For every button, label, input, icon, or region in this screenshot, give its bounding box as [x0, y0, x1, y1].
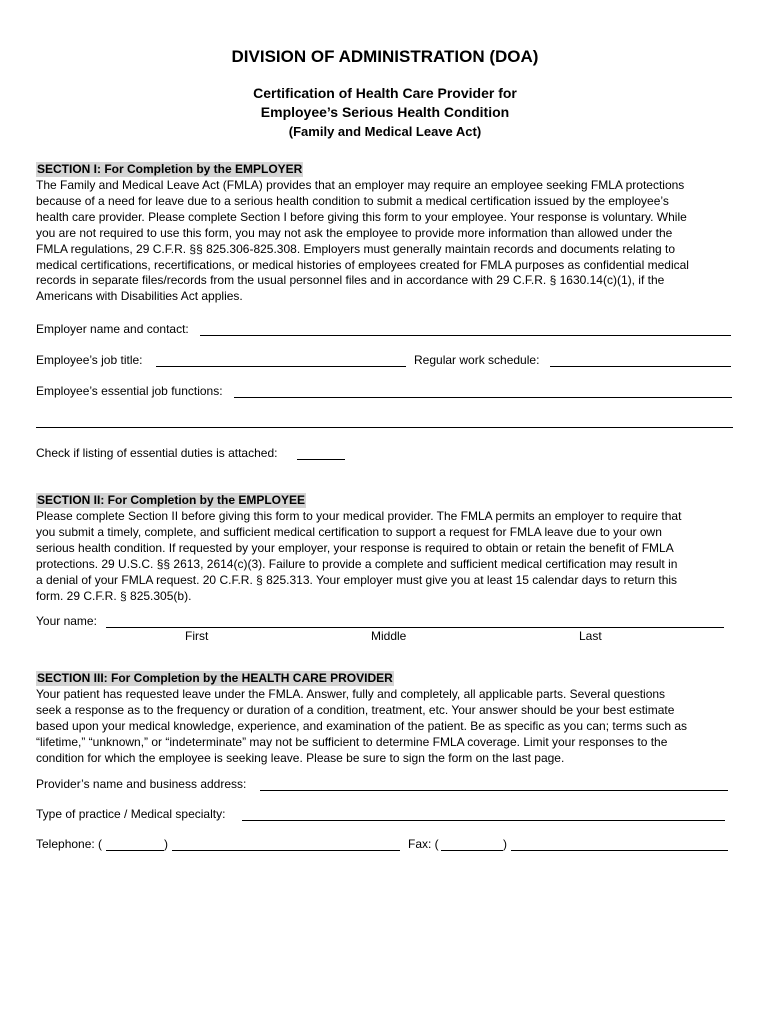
paragraph-line: condition for which the employee is seeking leave. Please be sure to sign the form on the last page. [36, 750, 565, 765]
work-schedule-label: Regular work schedule: [414, 353, 540, 367]
fax-number-field[interactable] [511, 836, 728, 851]
paragraph-line: medical certifications, recertifications, or medical histories of employees created for FMLA purposes as confidential medical [36, 257, 689, 272]
fax-area-code-field[interactable] [441, 836, 503, 851]
paragraph-line: you are not required to use this form, you may not ask the employee to provide more information than allowed under the [36, 225, 673, 240]
subtitle-line-3: (Family and Medical Leave Act) [288, 124, 482, 139]
telephone-number-field[interactable] [172, 836, 400, 851]
paragraph-line: Americans with Disabilities Act applies. [36, 289, 243, 304]
fax-close-paren: ) [503, 837, 507, 851]
practice-specialty-label: Type of practice / Medical specialty: [36, 807, 226, 821]
subtitle-line-1: Certification of Health Care Provider for [253, 85, 517, 101]
middle-name-caption: Middle [371, 629, 407, 643]
paragraph-line: form. 29 C.F.R. § 825.305(b). [36, 588, 192, 603]
section-2-paragraph [36, 509, 736, 604]
your-name-field[interactable] [106, 613, 724, 628]
paragraph-line: Your patient has requested leave under the FMLA. Answer, fully and completely, all applicable parts. Several questions [36, 687, 666, 701]
essential-functions-field[interactable] [234, 383, 732, 398]
first-name-caption: First [185, 629, 209, 643]
section-3-heading: SECTION III: For Completion by the HEALTH CARE PROVIDER [37, 671, 393, 685]
employer-name-label: Employer name and contact: [36, 322, 189, 336]
last-name-caption: Last [579, 629, 602, 643]
work-schedule-field[interactable] [550, 352, 731, 367]
paragraph-line: protections. 29 U.S.C. §§ 2613, 2614(c)(3). Failure to provide a complete and sufficient medical certification may result in [36, 556, 678, 571]
practice-specialty-field[interactable] [242, 806, 725, 821]
paragraph-line: health care provider. Please complete Section I before giving this form to your employee. Your response is voluntary. While [36, 209, 687, 224]
essential-functions-label: Employee’s essential job functions: [36, 384, 223, 398]
section-1-heading: SECTION I: For Completion by the EMPLOYER [37, 162, 303, 176]
subtitle-line-2: Employee’s Serious Health Condition [260, 104, 510, 120]
provider-address-field[interactable] [260, 776, 728, 791]
paragraph-line: because of a need for leave due to a serious health condition to submit a medical certification issued by the employee’s [36, 193, 669, 208]
job-title-field[interactable] [156, 352, 406, 367]
job-title-label: Employee’s job title: [36, 353, 143, 367]
section-2-heading: SECTION II: For Completion by the EMPLOYEE [37, 493, 306, 507]
section-1-paragraph [36, 178, 736, 305]
paragraph-line: records in separate files/records from the usual personnel files and in accordance with 29 C.F.R. § 1630.14(c)(1), if the [36, 273, 665, 288]
form-subtitle [0, 84, 770, 141]
your-name-label: Your name: [36, 614, 97, 628]
fax-label: Fax: ( [408, 837, 439, 851]
telephone-label: Telephone: ( [36, 837, 103, 851]
paragraph-line: you submit a timely, complete, and sufficient medical certification to support a request for FMLA leave due to your own [36, 524, 662, 539]
employer-name-field[interactable] [200, 321, 731, 336]
paragraph-line: The Family and Medical Leave Act (FMLA) provides that an employer may require an employee seeking FMLA protections [36, 178, 685, 192]
paragraph-line: seek a response as to the frequency or duration of a condition, treatment, etc. Your answer should be your best estimate [36, 702, 675, 717]
paragraph-line: FMLA regulations, 29 C.F.R. §§ 825.306-825.308. Employers must generally maintain records and documents relating to [36, 241, 676, 256]
section-3-paragraph [36, 687, 736, 767]
essential-functions-field-line-2[interactable] [36, 427, 733, 428]
provider-address-label: Provider’s name and business address: [36, 777, 247, 791]
paragraph-line: serious health condition. If requested by your employer, your response is required to obtain or retain the benefit of FMLA [36, 540, 674, 555]
paragraph-line: based upon your medical knowledge, experience, and examination of the patient. Be as specific as you can; terms such as [36, 718, 688, 733]
telephone-area-code-field[interactable] [106, 836, 164, 851]
paragraph-line: Please complete Section II before giving this form to your medical provider. The FMLA permits an employer to require that [36, 509, 682, 523]
duties-attached-label: Check if listing of essential duties is attached: [36, 446, 278, 460]
paragraph-line: a denial of your FMLA request. 20 C.F.R. § 825.313. Your employer must give you at least 15 calendar days to return this [36, 572, 678, 587]
page-title: DIVISION OF ADMINISTRATION (DOA) [231, 47, 539, 66]
paragraph-line: “lifetime,” “unknown,” or “indeterminate” may not be sufficient to determine FMLA coverage. Limit your responses to the [36, 734, 668, 749]
duties-attached-checkbox-field[interactable] [297, 445, 345, 460]
telephone-close-paren: ) [164, 837, 168, 851]
